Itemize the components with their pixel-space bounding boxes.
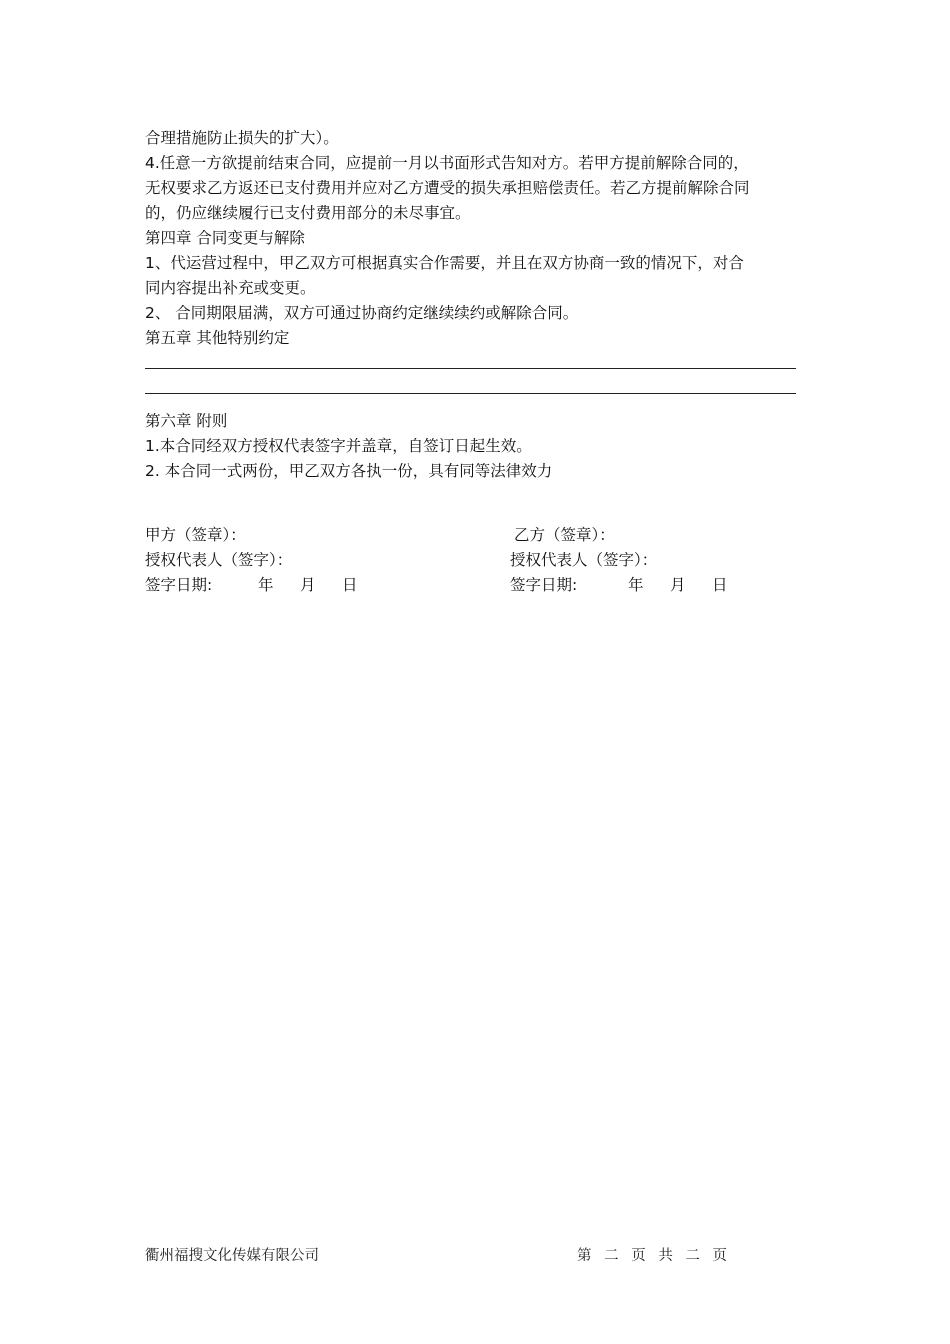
chapter-6-title: 第六章 附则 [145,412,228,430]
clause-line: 合理措施防止损失的扩大）。 [145,129,339,147]
chapter-6-item-1: 1.本合同经双方授权代表签字并盖章，自签订日起生效。 [145,437,532,455]
blank-fill-line-1 [145,351,810,376]
party-b-rep-label: 授权代表人（签字）： [510,551,658,569]
clause-line: 无权要求乙方返还已支付费用并应对乙方遭受的损失承担赔偿责任。若乙方提前解除合同 [145,179,750,197]
party-b-seal-label: 乙方（签章）： [514,526,615,544]
chapter-4-item-1-cont: 同内容提出补充或变更。 [145,279,316,297]
party-a-date-row [145,573,358,598]
party-b-month-label: 月 [670,576,686,594]
spacer [145,401,810,409]
clause-line: 4.任意一方欲提前结束合同，应提前一月以书面形式告知对方。若甲方提前解除合同的， [145,154,749,172]
chapter-4-item-1: 1、代运营过程中，甲乙双方可根据真实合作需要，并且在双方协商一致的情况下，对合 [145,254,744,272]
party-a-seal-label: 甲方（签章）： [145,526,246,544]
clause-line: 的，仍应继续履行已支付费用部分的未尽事宜。 [145,204,471,222]
party-b-signature-block [510,523,728,598]
chapter-4-title: 第四章 合同变更与解除 [145,229,305,247]
party-b-date-row [510,573,728,598]
chapter-4-item-2: 2、 合同期限届满，双方可通过协商约定继续续约或解除合同。 [145,304,579,322]
party-a-date-label: 签字日期: [145,576,213,594]
blank-fill-line-2 [145,376,810,401]
party-a-rep-label: 授权代表人（签字）： [145,551,293,569]
party-a-signature-block [145,523,358,598]
party-b-date-label: 签字日期: [510,576,578,594]
party-b-day-label: 日 [712,576,728,594]
party-a-month-label: 月 [300,576,316,594]
party-a-day-label: 日 [342,576,358,594]
footer-company-name: 衢州福搜文化传媒有限公司 [145,1248,319,1264]
chapter-5-title: 第五章 其他特别约定 [145,329,290,347]
chapter-6-item-2: 2. 本合同一式两份，甲乙双方各执一份，具有同等法律效力 [145,462,553,480]
party-a-year-label: 年 [258,576,274,594]
contract-body [145,126,810,484]
footer-page-number: 第 二 页 共 二 页 [577,1248,732,1264]
party-b-year-label: 年 [628,576,644,594]
